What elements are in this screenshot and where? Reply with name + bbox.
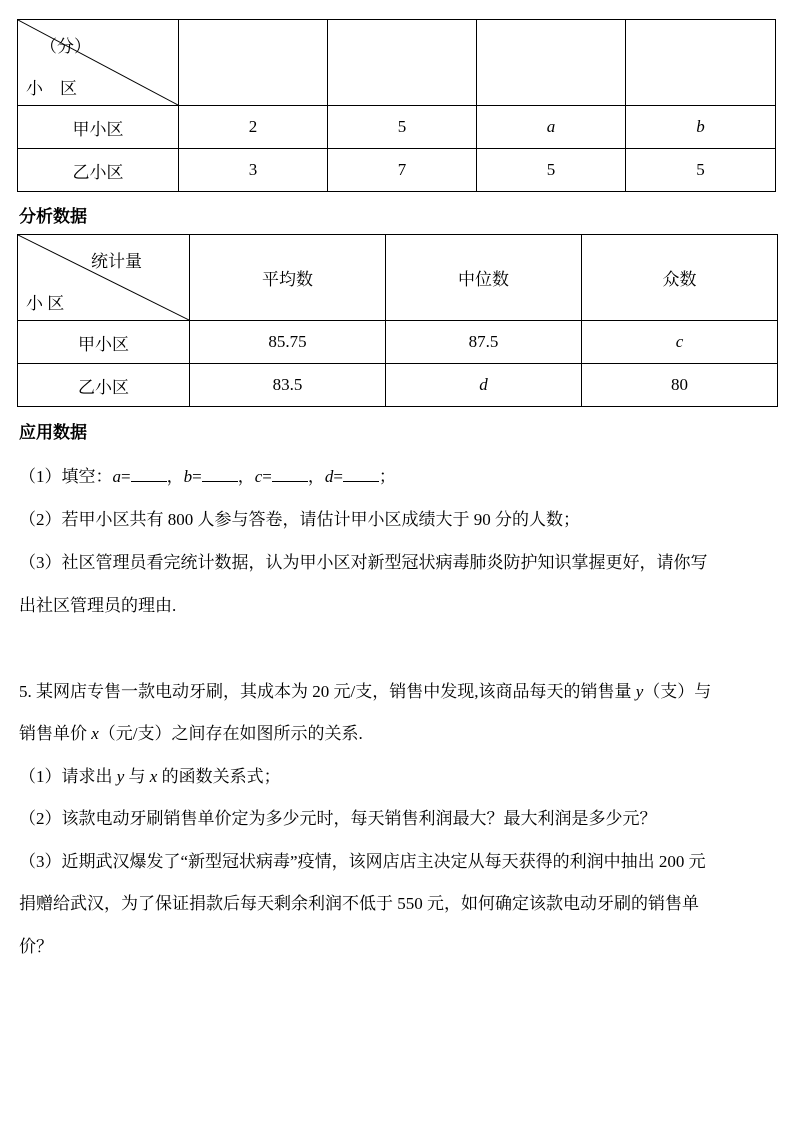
p5-text: 与: [124, 767, 150, 786]
table1-header-cell: [626, 20, 776, 106]
var-b: b: [183, 467, 193, 486]
table2-diagonal-header: [18, 235, 190, 321]
table-row: [18, 149, 776, 192]
p5-text: （元/支）之间存在如图所示的关系.: [98, 724, 363, 743]
answer-blank-a[interactable]: [131, 467, 167, 482]
equals-sign: =: [262, 467, 272, 486]
var-d: d: [324, 467, 334, 486]
table2-header-cell: 平均数: [190, 235, 386, 321]
score-distribution-table: [17, 19, 776, 192]
var-x: x: [91, 724, 99, 743]
var-c: c: [254, 467, 263, 486]
var-y: y: [635, 682, 644, 701]
answer-blank-b[interactable]: [202, 467, 238, 482]
table1-header-cell: [477, 20, 626, 106]
equals-sign: =: [121, 467, 131, 486]
table1-header-cell: [328, 20, 477, 106]
table-row: [18, 321, 778, 364]
table-cell: 3: [179, 149, 328, 192]
table-cell: 5: [477, 149, 626, 192]
statistics-table: [17, 234, 778, 407]
section-heading-apply: 应用数据: [19, 423, 87, 443]
var-x: x: [149, 767, 158, 786]
question-3-line-1: （3）社区管理员看完统计数据，认为甲小区对新型冠状病毒肺炎防护知识掌握更好，请你写: [19, 553, 708, 572]
problem-5-line-2: [19, 719, 363, 744]
table-cell: 5: [328, 106, 477, 149]
q1-prefix: （1）填空：: [19, 467, 113, 486]
table1-diagonal-header: [18, 20, 179, 106]
table-cell: 7: [328, 149, 477, 192]
table2-diag-top-label: 统计量: [91, 252, 142, 271]
table-cell: 85.75: [190, 321, 386, 364]
table-row: [18, 364, 778, 407]
table-cell: 80: [582, 364, 778, 407]
p5-text: 5. 某网店专售一款电动牙刷，其成本为 20 元/支，销售中发现,该商品每天的销售量: [19, 682, 636, 701]
table-cell: 5: [626, 149, 776, 192]
equals-sign: =: [192, 467, 202, 486]
table-cell: b: [626, 106, 776, 149]
p5-text: 的函数关系式；: [157, 767, 281, 786]
row-label: 甲小区: [18, 321, 190, 364]
table1-header-cell: [179, 20, 328, 106]
p5-text: （1）请求出: [19, 767, 117, 786]
table1-diag-bottom-label: 小 区: [26, 79, 77, 98]
problem-5-sub-2: （2）该款电动牙刷销售单价定为多少元时，每天销售利润最大？最大利润是多少元？: [19, 809, 657, 828]
table-cell: 83.5: [190, 364, 386, 407]
comma: ，: [166, 467, 184, 486]
problem-5-sub-3-line-2: 捐赠给武汉，为了保证捐款后每天剩余利润不低于 550 元，如何确定该款电动牙刷的销售单: [19, 894, 699, 913]
row-label: 乙小区: [18, 364, 190, 407]
table-cell: c: [582, 321, 778, 364]
p5-text: （支）与: [643, 682, 712, 701]
table-cell: 2: [179, 106, 328, 149]
table-cell: d: [386, 364, 582, 407]
comma: ，: [307, 467, 325, 486]
problem-5-line-1: [19, 677, 711, 702]
p5-text: 销售单价: [19, 724, 92, 743]
answer-blank-c[interactable]: [272, 467, 308, 482]
table-cell: 87.5: [386, 321, 582, 364]
equals-sign: =: [333, 467, 343, 486]
problem-5-sub-3-line-1: （3）近期武汉爆发了“新型冠状病毒”疫情，该网店店主决定从每天获得的利润中抽出 200 元: [19, 852, 706, 871]
table2-header-cell: 众数: [582, 235, 778, 321]
table2-diag-bottom-label: 小 区: [26, 294, 65, 313]
question-3-line-2: 出社区管理员的理由.: [19, 596, 177, 615]
table2-header-cell: 中位数: [386, 235, 582, 321]
section-heading-analyze: 分析数据: [19, 207, 87, 227]
var-y: y: [116, 767, 125, 786]
table-row: [18, 106, 776, 149]
row-label: 乙小区: [18, 149, 179, 192]
var-a: a: [112, 467, 121, 486]
semicolon: ；: [378, 467, 396, 486]
table1-diag-top-label: （分）: [40, 37, 91, 56]
comma: ，: [237, 467, 255, 486]
table-cell: a: [477, 106, 626, 149]
question-2: （2）若甲小区共有 800 人参与答卷，请估计甲小区成绩大于 90 分的人数；: [19, 510, 580, 529]
row-label: 甲小区: [18, 106, 179, 149]
problem-5-sub-1: [19, 762, 281, 787]
problem-5-sub-3-line-3: 价？: [19, 937, 53, 956]
question-1: [19, 462, 396, 487]
answer-blank-d[interactable]: [343, 467, 379, 482]
